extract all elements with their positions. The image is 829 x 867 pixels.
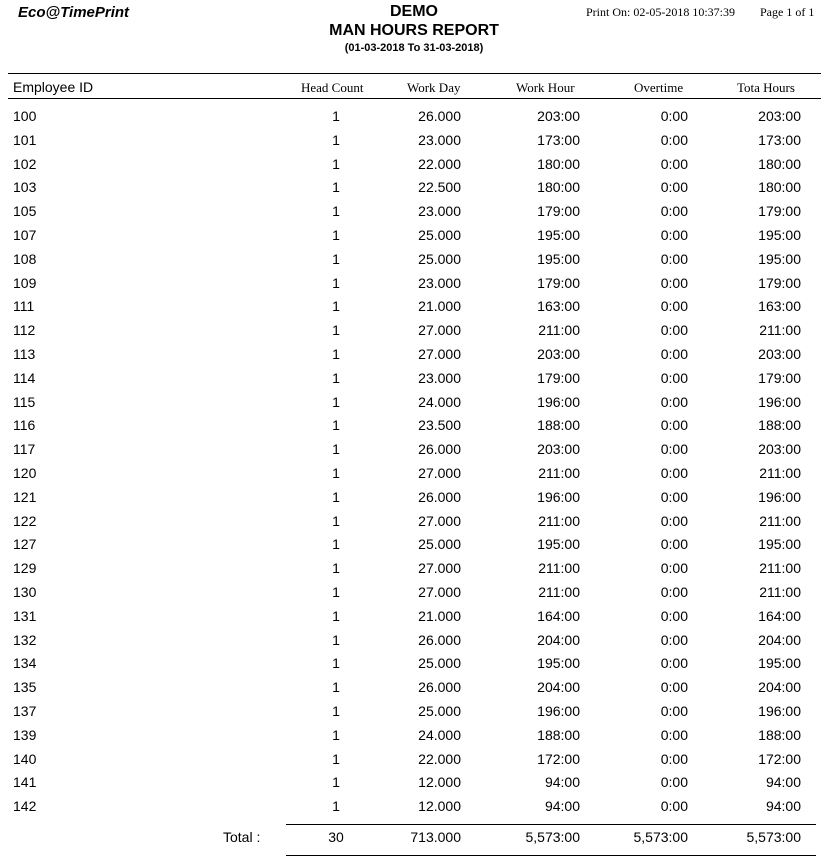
table-row <box>0 175 829 199</box>
cell-total-hours: 172:00 <box>758 750 801 767</box>
cell-work-hour: 164:00 <box>537 607 580 624</box>
cell-head-count: 1 <box>332 631 340 648</box>
cell-total-hours: 196:00 <box>758 488 801 505</box>
table-row <box>0 128 829 152</box>
cell-work-hour: 196:00 <box>537 702 580 719</box>
header-bottom-rule <box>8 98 821 99</box>
cell-work-day: 23.000 <box>418 131 461 148</box>
cell-work-hour: 196:00 <box>537 393 580 410</box>
table-row <box>0 247 829 271</box>
cell-total-hours: 196:00 <box>758 393 801 410</box>
cell-employee-id: 114 <box>13 369 36 386</box>
cell-employee-id: 112 <box>13 322 36 339</box>
cell-work-day: 25.000 <box>418 655 461 672</box>
cell-head-count: 1 <box>332 155 340 172</box>
cell-work-hour: 163:00 <box>537 298 580 315</box>
cell-employee-id: 103 <box>13 179 37 196</box>
cell-employee-id: 130 <box>13 583 37 600</box>
cell-overtime: 0:00 <box>660 750 688 767</box>
cell-total-hours: 195:00 <box>758 226 801 243</box>
cell-employee-id: 120 <box>13 464 37 481</box>
cell-total-hours: 179:00 <box>758 369 801 386</box>
cell-work-hour: 195:00 <box>537 655 580 672</box>
cell-employee-id: 108 <box>13 250 37 267</box>
cell-work-day: 22.000 <box>418 750 461 767</box>
cell-head-count: 1 <box>332 250 340 267</box>
cell-head-count: 1 <box>332 750 340 767</box>
page-number: Page 1 of 1 <box>760 5 815 19</box>
cell-work-hour: 94:00 <box>544 798 580 815</box>
cell-work-day: 22.000 <box>418 155 461 172</box>
header-top-rule <box>8 73 821 74</box>
cell-work-hour: 195:00 <box>537 536 580 553</box>
cell-overtime: 0:00 <box>660 155 688 172</box>
cell-total-hours: 211:00 <box>759 464 801 481</box>
cell-work-day: 23.000 <box>418 369 461 386</box>
cell-head-count: 1 <box>332 464 340 481</box>
report-title: MAN HOURS REPORT <box>329 22 499 39</box>
cell-employee-id: 121 <box>13 488 37 505</box>
column-header-employee-id: Employee ID <box>13 79 94 95</box>
cell-work-day: 12.000 <box>418 774 461 791</box>
cell-work-day: 27.000 <box>418 512 461 529</box>
cell-total-hours: 203:00 <box>758 441 801 458</box>
cell-work-day: 26.000 <box>418 488 461 505</box>
cell-head-count: 1 <box>332 655 340 672</box>
cell-overtime: 0:00 <box>660 679 688 696</box>
cell-head-count: 1 <box>332 583 340 600</box>
table-row <box>0 556 829 580</box>
cell-work-day: 27.000 <box>418 560 461 577</box>
cell-work-hour: 211:00 <box>538 583 580 600</box>
table-row <box>0 675 829 699</box>
cell-total-hours: 195:00 <box>758 655 801 672</box>
table-row <box>0 199 829 223</box>
cell-head-count: 1 <box>332 345 340 362</box>
cell-work-day: 24.000 <box>418 726 461 743</box>
date-range: (01-03-2018 To 31-03-2018) <box>344 42 484 54</box>
table-row <box>0 747 829 771</box>
cell-total-hours: 204:00 <box>758 679 801 696</box>
cell-work-hour: 179:00 <box>537 274 580 291</box>
cell-work-hour: 94:00 <box>544 774 580 791</box>
cell-total-hours: 94:00 <box>765 798 801 815</box>
cell-employee-id: 131 <box>13 607 37 624</box>
cell-total-hours: 211:00 <box>759 560 801 577</box>
table-body <box>0 104 829 818</box>
cell-work-day: 26.000 <box>418 441 461 458</box>
cell-overtime: 0:00 <box>660 250 688 267</box>
company-name: DEMO <box>390 3 438 20</box>
cell-head-count: 1 <box>332 798 340 815</box>
cell-overtime: 0:00 <box>660 536 688 553</box>
cell-employee-id: 101 <box>13 131 37 148</box>
cell-head-count: 1 <box>332 203 340 220</box>
cell-overtime: 0:00 <box>660 345 688 362</box>
cell-work-day: 25.000 <box>418 536 461 553</box>
cell-employee-id: 113 <box>13 345 36 362</box>
cell-head-count: 1 <box>332 488 340 505</box>
cell-total-hours: 203:00 <box>758 345 801 362</box>
table-row <box>0 223 829 247</box>
cell-employee-id: 139 <box>13 726 37 743</box>
cell-overtime: 0:00 <box>660 226 688 243</box>
table-row <box>0 104 829 128</box>
cell-employee-id: 117 <box>13 441 36 458</box>
cell-overtime: 0:00 <box>660 274 688 291</box>
column-header-total-hours: Tota Hours <box>737 80 795 95</box>
cell-total-hours: 204:00 <box>758 631 801 648</box>
cell-work-hour: 180:00 <box>537 179 580 196</box>
table-row <box>0 604 829 628</box>
cell-work-hour: 211:00 <box>538 560 580 577</box>
cell-work-day: 21.000 <box>418 298 461 315</box>
cell-total-hours: 180:00 <box>758 155 801 172</box>
cell-overtime: 0:00 <box>660 512 688 529</box>
cell-overtime: 0:00 <box>660 607 688 624</box>
cell-overtime: 0:00 <box>660 726 688 743</box>
cell-work-day: 23.000 <box>418 274 461 291</box>
cell-work-day: 24.000 <box>418 393 461 410</box>
cell-total-hours: 180:00 <box>758 179 801 196</box>
cell-work-hour: 195:00 <box>537 226 580 243</box>
cell-employee-id: 105 <box>13 203 37 220</box>
total-overtime: 5,573:00 <box>633 829 688 845</box>
cell-overtime: 0:00 <box>660 179 688 196</box>
column-header-work-day: Work Day <box>407 80 461 95</box>
cell-total-hours: 94:00 <box>765 774 801 791</box>
cell-overtime: 0:00 <box>660 774 688 791</box>
cell-overtime: 0:00 <box>660 488 688 505</box>
cell-head-count: 1 <box>332 179 340 196</box>
table-row <box>0 651 829 675</box>
cell-work-hour: 195:00 <box>537 250 580 267</box>
cell-head-count: 1 <box>332 131 340 148</box>
cell-work-day: 26.000 <box>418 679 461 696</box>
cell-work-hour: 196:00 <box>537 488 580 505</box>
cell-head-count: 1 <box>332 108 340 124</box>
column-header-work-hour: Work Hour <box>516 80 575 95</box>
cell-employee-id: 100 <box>13 108 37 124</box>
brand-logo-text: Eco@TimePrint <box>18 4 130 21</box>
cell-head-count: 1 <box>332 679 340 696</box>
totals-bottom-rule <box>286 855 816 856</box>
cell-overtime: 0:00 <box>660 798 688 815</box>
cell-work-hour: 179:00 <box>537 369 580 386</box>
cell-total-hours: 196:00 <box>758 702 801 719</box>
cell-employee-id: 134 <box>13 655 37 672</box>
cell-employee-id: 141 <box>13 774 37 791</box>
cell-work-hour: 204:00 <box>537 679 580 696</box>
cell-head-count: 1 <box>332 369 340 386</box>
cell-total-hours: 188:00 <box>758 417 801 434</box>
cell-work-day: 27.000 <box>418 464 461 481</box>
cell-head-count: 1 <box>332 607 340 624</box>
cell-overtime: 0:00 <box>660 583 688 600</box>
cell-employee-id: 107 <box>13 226 37 243</box>
cell-employee-id: 116 <box>13 417 36 434</box>
cell-overtime: 0:00 <box>660 298 688 315</box>
cell-work-hour: 204:00 <box>537 631 580 648</box>
cell-work-hour: 173:00 <box>537 131 580 148</box>
cell-head-count: 1 <box>332 560 340 577</box>
cell-work-hour: 172:00 <box>537 750 580 767</box>
cell-total-hours: 195:00 <box>758 536 801 553</box>
cell-work-hour: 211:00 <box>538 322 580 339</box>
cell-head-count: 1 <box>332 417 340 434</box>
column-header-head-count: Head Count <box>301 80 364 95</box>
cell-head-count: 1 <box>332 702 340 719</box>
cell-overtime: 0:00 <box>660 702 688 719</box>
table-row <box>0 152 829 176</box>
cell-work-hour: 211:00 <box>538 512 580 529</box>
cell-work-day: 26.000 <box>418 108 461 124</box>
cell-work-hour: 203:00 <box>537 345 580 362</box>
cell-overtime: 0:00 <box>660 464 688 481</box>
cell-work-hour: 188:00 <box>537 417 580 434</box>
table-row <box>0 271 829 295</box>
total-hours: 5,573:00 <box>746 829 801 845</box>
table-row <box>0 532 829 556</box>
cell-work-hour: 188:00 <box>537 726 580 743</box>
cell-work-day: 23.000 <box>418 203 461 220</box>
cell-total-hours: 163:00 <box>758 298 801 315</box>
table-row <box>0 628 829 652</box>
cell-total-hours: 164:00 <box>758 607 801 624</box>
cell-employee-id: 140 <box>13 750 37 767</box>
cell-head-count: 1 <box>332 512 340 529</box>
table-row <box>0 318 829 342</box>
cell-employee-id: 122 <box>13 512 37 529</box>
cell-work-day: 25.000 <box>418 250 461 267</box>
cell-head-count: 1 <box>332 726 340 743</box>
cell-overtime: 0:00 <box>660 631 688 648</box>
totals-top-rule <box>286 824 816 825</box>
cell-total-hours: 211:00 <box>759 322 801 339</box>
table-row <box>0 485 829 509</box>
cell-work-hour: 180:00 <box>537 155 580 172</box>
cell-work-day: 26.000 <box>418 631 461 648</box>
cell-head-count: 1 <box>332 298 340 315</box>
cell-overtime: 0:00 <box>660 131 688 148</box>
cell-employee-id: 137 <box>13 702 37 719</box>
cell-work-day: 22.500 <box>418 179 461 196</box>
cell-overtime: 0:00 <box>660 369 688 386</box>
totals-label: Total : <box>223 829 261 845</box>
cell-work-day: 27.000 <box>418 322 461 339</box>
table-row <box>0 699 829 723</box>
cell-employee-id: 115 <box>13 393 36 410</box>
cell-head-count: 1 <box>332 441 340 458</box>
table-row <box>0 461 829 485</box>
column-header-overtime: Overtime <box>634 80 684 95</box>
cell-total-hours: 211:00 <box>759 583 801 600</box>
total-work-day: 713.000 <box>410 829 461 845</box>
cell-work-day: 21.000 <box>418 607 461 624</box>
cell-head-count: 1 <box>332 274 340 291</box>
cell-work-day: 27.000 <box>418 345 461 362</box>
cell-employee-id: 111 <box>13 298 35 315</box>
cell-head-count: 1 <box>332 393 340 410</box>
cell-total-hours: 179:00 <box>758 274 801 291</box>
cell-work-day: 27.000 <box>418 583 461 600</box>
cell-overtime: 0:00 <box>660 108 688 124</box>
table-row <box>0 390 829 414</box>
cell-work-day: 25.000 <box>418 702 461 719</box>
cell-overtime: 0:00 <box>660 393 688 410</box>
cell-overtime: 0:00 <box>660 560 688 577</box>
cell-overtime: 0:00 <box>660 322 688 339</box>
table-row <box>0 413 829 437</box>
cell-employee-id: 127 <box>13 536 37 553</box>
cell-head-count: 1 <box>332 774 340 791</box>
table-row <box>0 366 829 390</box>
cell-overtime: 0:00 <box>660 441 688 458</box>
cell-employee-id: 132 <box>13 631 37 648</box>
print-timestamp: Print On: 02-05-2018 10:37:39 <box>586 5 735 19</box>
cell-employee-id: 129 <box>13 560 37 577</box>
cell-work-hour: 179:00 <box>537 203 580 220</box>
total-work-hour: 5,573:00 <box>525 829 580 845</box>
table-row <box>0 723 829 747</box>
table-row <box>0 770 829 794</box>
cell-work-hour: 203:00 <box>537 108 580 124</box>
cell-head-count: 1 <box>332 322 340 339</box>
cell-total-hours: 195:00 <box>758 250 801 267</box>
cell-employee-id: 109 <box>13 274 37 291</box>
cell-total-hours: 211:00 <box>759 512 801 529</box>
cell-total-hours: 179:00 <box>758 203 801 220</box>
cell-work-hour: 211:00 <box>538 464 580 481</box>
cell-work-day: 25.000 <box>418 226 461 243</box>
cell-total-hours: 203:00 <box>758 108 801 124</box>
table-row <box>0 794 829 818</box>
table-row <box>0 580 829 604</box>
cell-work-day: 12.000 <box>418 798 461 815</box>
cell-employee-id: 102 <box>13 155 37 172</box>
cell-head-count: 1 <box>332 536 340 553</box>
table-row <box>0 342 829 366</box>
cell-overtime: 0:00 <box>660 655 688 672</box>
cell-work-day: 23.500 <box>418 417 461 434</box>
cell-work-hour: 203:00 <box>537 441 580 458</box>
cell-employee-id: 142 <box>13 798 37 815</box>
table-row <box>0 294 829 318</box>
cell-employee-id: 135 <box>13 679 37 696</box>
total-head-count: 30 <box>328 829 344 845</box>
cell-total-hours: 173:00 <box>758 131 801 148</box>
cell-overtime: 0:00 <box>660 417 688 434</box>
cell-head-count: 1 <box>332 226 340 243</box>
cell-overtime: 0:00 <box>660 203 688 220</box>
table-row <box>0 509 829 533</box>
cell-total-hours: 188:00 <box>758 726 801 743</box>
table-row <box>0 437 829 461</box>
